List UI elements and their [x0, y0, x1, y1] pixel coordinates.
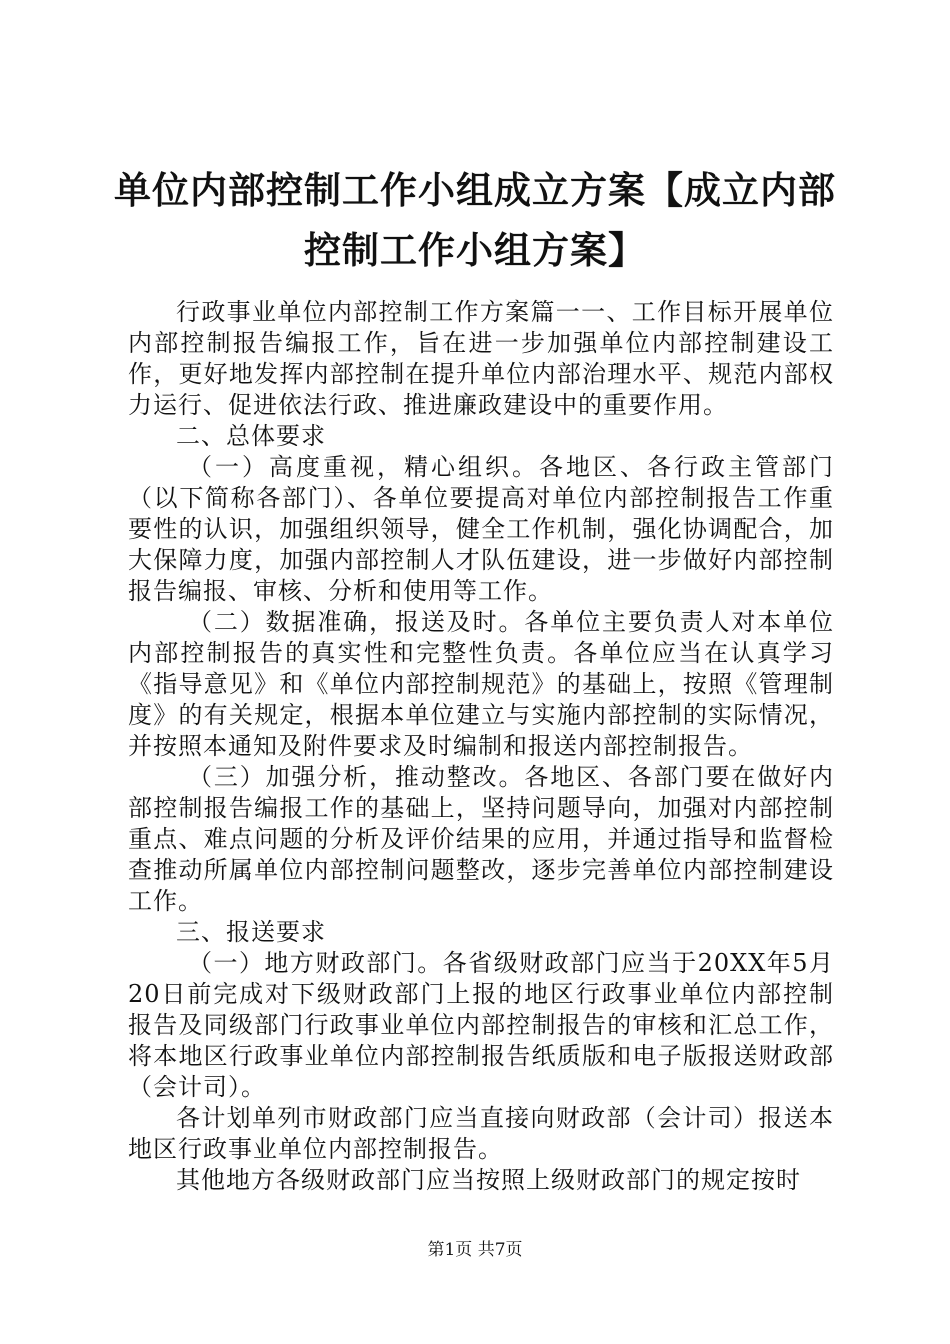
paragraph-accurate-data: （二）数据准确，报送及时。各单位主要负责人对本单位内部控制报告的真实性和完整性负责。各单位应当在认真学习《指导意见》和《单位内部控制规范》的基础上，按照《管理制度》的有关规定，根据本单位建立与实施内部控制的实际情况，并按照本通知及附件要求及时编制和报送内部控制报告。 [128, 608, 834, 760]
section-heading-submission-requirements: 三、报送要求 [176, 918, 326, 946]
paragraph-high-attention: （一）高度重视，精心组织。各地区、各行政主管部门（以下简称各部门）、各单位要提高对单位内部控制报告工作重要性的认识，加强组织领导，健全工作机制，强化协调配合，加大保障力度，加强内部控制人才队伍建设，进一步做好内部控制报告编报、审核、分析和使用等工作。 [128, 453, 834, 605]
paragraph-local-finance-dept: （一）地方财政部门。各省级财政部门应当于20XX年5月20日前完成对下级财政部门上报的地区行政事业单位内部控制报告及同级部门行政事业单位内部控制报告的审核和汇总工作，将本地区行政事业单位内部控制报告纸质版和电子版报送财政部（会计司）。 [128, 949, 834, 1101]
page-footer: 第1页 共7页 [427, 1240, 523, 1260]
paragraph-work-goal: 行政事业单位内部控制工作方案篇一一、工作目标开展单位内部控制报告编报工作，旨在进一步加强单位内部控制建设工作，更好地发挥内部控制在提升单位内部治理水平、规范内部权力运行、促进依法行政、推进廉政建设中的重要作用。 [128, 298, 834, 419]
section-heading-general-requirements: 二、总体要求 [176, 422, 326, 450]
paragraph-analysis-rectification: （三）加强分析，推动整改。各地区、各部门要在做好内部控制报告编报工作的基础上，坚持问题导向，加强对内部控制重点、难点问题的分析及评价结果的应用，并通过指导和监督检查推动所属单位内部控制问题整改，逐步完善单位内部控制建设工作。 [128, 763, 834, 915]
document-body [128, 297, 834, 1196]
page-title: 单位内部控制工作小组成立方案【成立内部控制工作小组方案】 [114, 168, 836, 272]
paragraph-other-local-finance: 其他地方各级财政部门应当按照上级财政部门的规定按时 [176, 1166, 801, 1194]
paragraph-planned-cities: 各计划单列市财政部门应当直接向财政部（会计司）报送本地区行政事业单位内部控制报告。 [128, 1104, 834, 1163]
